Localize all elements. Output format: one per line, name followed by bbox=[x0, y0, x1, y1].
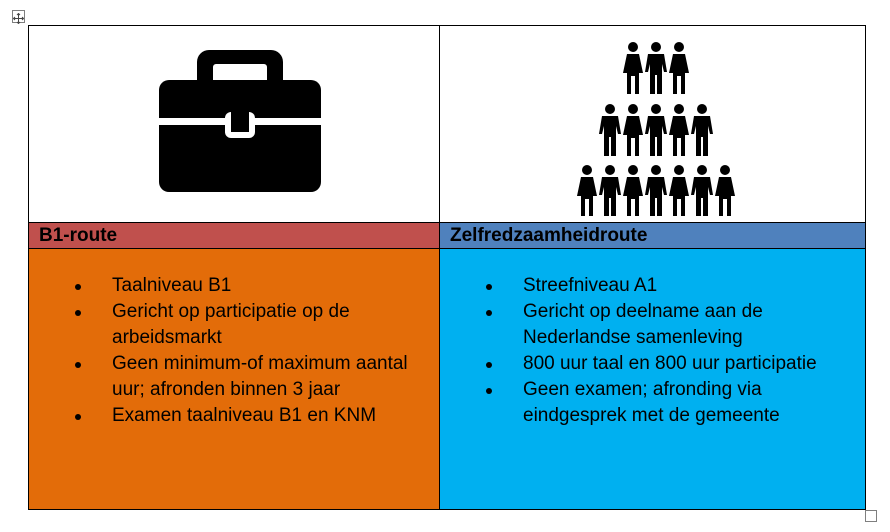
list-item: 800 uur taal en 800 uur participatie bbox=[486, 351, 865, 377]
table-move-handle[interactable] bbox=[12, 10, 25, 23]
briefcase-icon bbox=[159, 50, 321, 192]
list-item: Geen examen; afronding via eindgesprek met de gemeente bbox=[486, 377, 865, 429]
person-icon bbox=[599, 104, 621, 156]
person-icon bbox=[715, 165, 735, 216]
list-item: Streefniveau A1 bbox=[486, 273, 865, 299]
comparison-table bbox=[28, 25, 866, 510]
person-icon bbox=[623, 42, 643, 94]
bullet-icon bbox=[486, 388, 492, 394]
b1-route-body bbox=[29, 249, 440, 510]
zelfredzaamheid-route-body bbox=[440, 249, 866, 510]
person-icon bbox=[577, 165, 597, 216]
person-icon bbox=[669, 42, 689, 94]
bullet-icon bbox=[75, 284, 81, 290]
zelfredzaamheid-route-list bbox=[440, 273, 865, 429]
list-item: Taalniveau B1 bbox=[75, 273, 439, 299]
person-icon bbox=[645, 42, 667, 94]
bullet-icon bbox=[486, 310, 492, 316]
list-item: Gericht op deelname aan de Nederlandse samenleving bbox=[486, 299, 865, 351]
person-icon bbox=[623, 165, 643, 216]
b1-route-list bbox=[29, 273, 439, 429]
move-arrows-icon bbox=[13, 13, 24, 24]
list-item: Geen minimum-of maximum aantal uur; afronden binnen 3 jaar bbox=[75, 351, 439, 403]
briefcase-cell bbox=[29, 26, 440, 223]
people-pyramid-icon bbox=[575, 34, 737, 216]
person-icon bbox=[691, 165, 713, 216]
person-icon bbox=[645, 165, 667, 216]
zelfredzaamheid-route-heading: Zelfredzaamheidroute bbox=[440, 223, 866, 249]
people-cell bbox=[440, 26, 866, 223]
list-item: Gericht op participatie op de arbeidsmarkt bbox=[75, 299, 439, 351]
table-resize-handle[interactable] bbox=[865, 510, 877, 522]
bullet-icon bbox=[486, 284, 492, 290]
person-icon bbox=[623, 104, 643, 156]
bullet-icon bbox=[75, 414, 81, 420]
person-icon bbox=[669, 165, 689, 216]
person-icon bbox=[669, 104, 689, 156]
b1-route-heading: B1-route bbox=[29, 223, 440, 249]
person-icon bbox=[645, 104, 667, 156]
person-icon bbox=[599, 165, 621, 216]
bullet-icon bbox=[75, 362, 81, 368]
person-icon bbox=[691, 104, 713, 156]
bullet-icon bbox=[486, 362, 492, 368]
list-item: Examen taalniveau B1 en KNM bbox=[75, 403, 439, 429]
bullet-icon bbox=[75, 310, 81, 316]
